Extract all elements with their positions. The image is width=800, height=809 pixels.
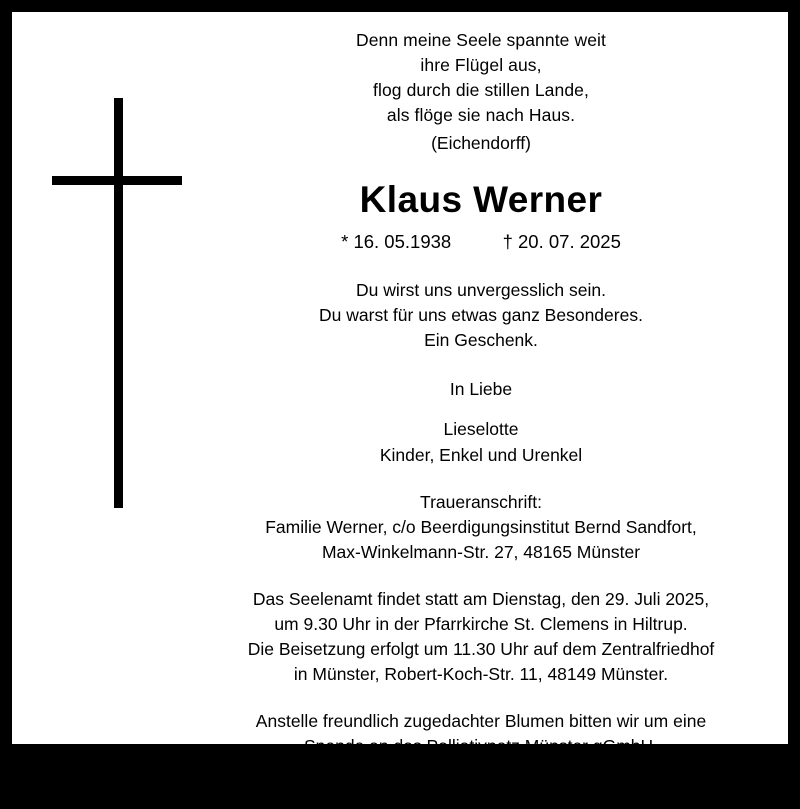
- poem-line-3: flog durch die stillen Lande,: [373, 80, 589, 100]
- poem-line-2: ihre Flügel aus,: [420, 55, 542, 75]
- tribute-line-2: Du warst für uns etwas ganz Besonderes.: [319, 305, 643, 325]
- poem: [182, 28, 780, 128]
- notice-content: [182, 28, 780, 809]
- donation-line-4: Stichwort: Klaus Werner.: [385, 786, 577, 806]
- mourning-address-line-1: Familie Werner, c/o Beerdigungsinstitut Bernd Sandfort,: [265, 517, 697, 537]
- service-line-4: in Münster, Robert-Koch-Str. 11, 48149 Münster.: [293, 664, 669, 684]
- donation-line-1: Anstelle freundlich zugedachter Blumen bitten wir um eine: [255, 711, 707, 731]
- mourning-address: [182, 490, 780, 565]
- tribute-line-1: Du wirst uns unvergesslich sein.: [356, 280, 606, 300]
- service-line-1: Das Seelenamt findet statt am Dienstag, den 29. Juli 2025,: [252, 589, 710, 609]
- signature-intro: In Liebe: [449, 379, 513, 399]
- service-line-2: um 9.30 Uhr in der Pfarrkirche St. Clemens in Hiltrup.: [274, 614, 688, 634]
- signature-line-1: Lieselotte: [443, 419, 519, 439]
- deceased-dates: * 16. 05.1938 † 20. 07. 2025: [341, 231, 621, 252]
- deceased-name: Klaus Werner: [359, 179, 603, 220]
- cross-vertical-bar: [114, 98, 123, 508]
- donation-line-2: Spende an das Palliativnetz Münster gGmbH,: [303, 736, 659, 756]
- christian-cross-icon: [52, 98, 182, 508]
- notice-sheet: [12, 12, 788, 806]
- tribute-line-3: Ein Geschenk.: [424, 330, 538, 350]
- poem-source: (Eichendorff): [431, 133, 531, 153]
- poem-line-1: Denn meine Seele spannte weit: [355, 30, 606, 50]
- mourning-address-title: Traueranschrift:: [420, 492, 542, 512]
- donation-request: [182, 709, 780, 809]
- service-line-3: Die Beisetzung erfolgt um 11.30 Uhr auf dem Zentralfriedhof: [247, 639, 715, 659]
- donation-line-3: IBAN: DE08 4005 0150 0034 4035 84,: [331, 761, 631, 781]
- tribute-text: [182, 278, 780, 353]
- mourning-address-line-2: Max-Winkelmann-Str. 27, 48165 Münster: [321, 542, 641, 562]
- poem-line-4: als flöge sie nach Haus.: [386, 105, 576, 125]
- service-details: [162, 587, 800, 687]
- signature-line-2: Kinder, Enkel und Urenkel: [379, 445, 583, 465]
- cross-horizontal-bar: [52, 176, 182, 185]
- signature-names: [182, 416, 780, 468]
